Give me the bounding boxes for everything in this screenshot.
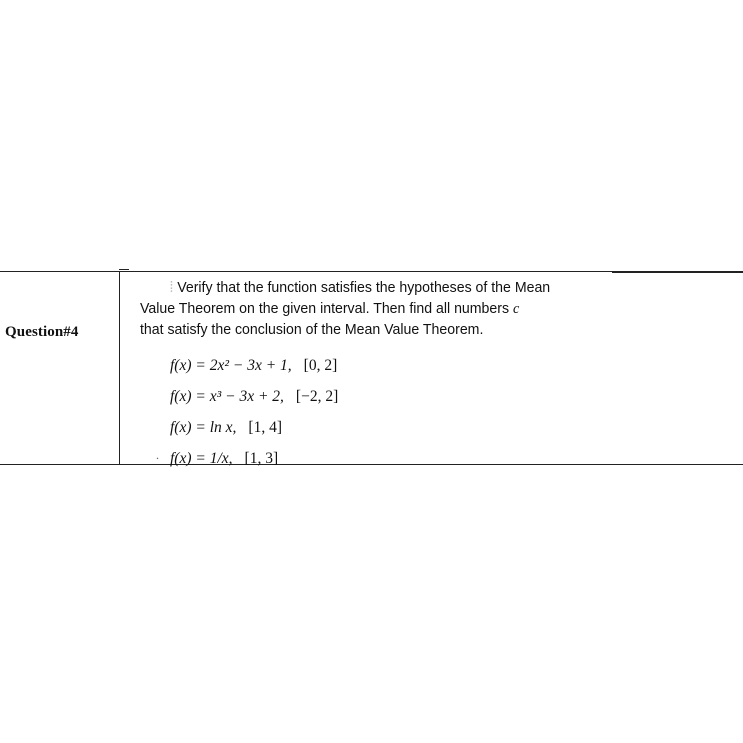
table-top-rule-segment [612,272,743,273]
prompt-text-3: that satisfy the conclusion of the Mean Value Theorem. [140,321,484,338]
problem-item [170,412,338,443]
prompt-line-2 [140,298,577,319]
question-table [0,271,743,465]
problem-item [170,350,338,381]
problem-item [170,381,338,412]
margin-tick: ⁞ [169,279,174,296]
table-corner-tick [119,269,129,270]
problem-function: f(x) = 1/x, [170,450,233,467]
question-label: Question#4 [5,324,79,340]
column-divider [119,272,120,464]
prompt-line-3 [140,319,577,340]
problem-function: f(x) = x³ − 3x + 2, [170,388,284,405]
problem-interval: [1, 4] [248,419,282,436]
prompt-line-1 [140,277,577,298]
problem-interval: [−2, 2] [295,388,339,405]
problem-list [170,350,338,474]
problem-function: f(x) = 2x² − 3x + 1, [170,357,292,374]
prompt-text-2: Value Theorem on the given interval. Then find all numbers [140,300,510,317]
prompt-text-1: Verify that the function satisfies the hypotheses of the Mean [177,279,551,296]
question-prompt [140,277,577,340]
prompt-variable: c [512,300,520,317]
problem-function: f(x) = ln x, [170,419,237,436]
stray-mark: . [156,448,159,462]
problem-interval: [0, 2] [303,357,338,374]
problem-interval: [1, 3] [244,450,279,467]
problem-item [170,443,338,474]
